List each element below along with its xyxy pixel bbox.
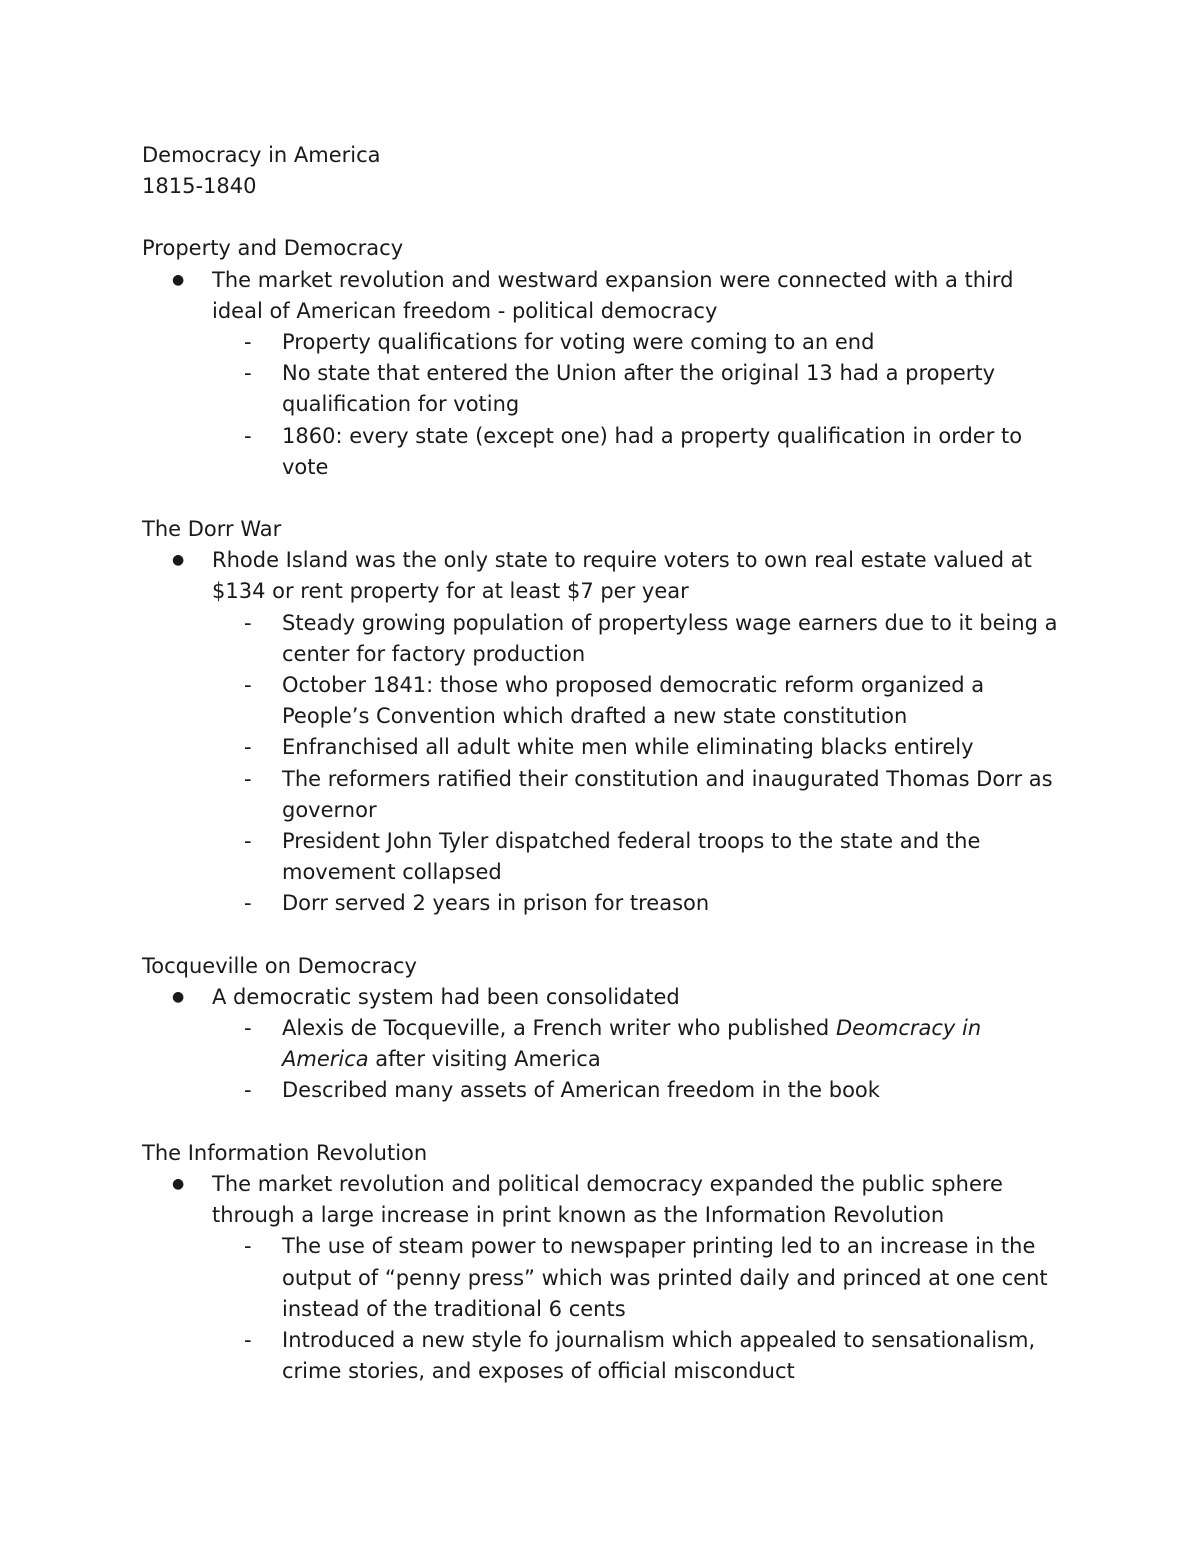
dash-icon: - — [244, 829, 252, 854]
dash-icon: - — [244, 423, 252, 448]
bullet-dot-icon: ● — [172, 1175, 185, 1192]
dash-icon: - — [244, 1327, 252, 1352]
bullet-dot-icon: ● — [172, 552, 185, 569]
sub-text: Dorr served 2 years in prison for treason — [282, 891, 710, 916]
bullet-text: A democratic system had been consolidated — [212, 984, 680, 1009]
sub-text — [282, 1013, 1072, 1044]
sub-item — [212, 358, 1072, 420]
sub-item — [212, 826, 1072, 888]
bullet-item — [142, 545, 1072, 919]
section — [142, 514, 1072, 920]
section-heading: The Information Revolution — [142, 1140, 428, 1165]
sub-list — [212, 1231, 1072, 1387]
section — [142, 1138, 1072, 1388]
sub-text — [282, 1044, 1072, 1075]
bullet-dot-icon: ● — [172, 271, 185, 288]
section — [142, 233, 1072, 483]
sub-item — [212, 421, 1072, 483]
sub-text: crime stories, and exposes of official misconduct — [282, 1359, 795, 1384]
bullet-text: ideal of American freedom - political democracy — [212, 298, 718, 323]
dash-icon: - — [244, 610, 252, 635]
sub-text: Enfranchised all adult white men while eliminating blacks entirely — [282, 735, 974, 760]
document-page — [142, 140, 1072, 1387]
sub-item — [212, 1231, 1072, 1325]
sub-text: output of “penny press” which was printed daily and princed at one cent — [282, 1265, 1048, 1290]
dash-icon: - — [244, 361, 252, 386]
document-title: Democracy in America — [142, 143, 381, 167]
book-title-italic: America — [282, 1047, 369, 1072]
bullet-text: $134 or rent property for at least $7 per year — [212, 579, 689, 604]
sub-item — [212, 1075, 1072, 1106]
dash-icon: - — [244, 330, 252, 355]
dash-icon: - — [244, 1234, 252, 1259]
dash-icon: - — [244, 891, 252, 916]
sub-text: governor — [282, 797, 377, 822]
section-heading: Tocqueville on Democracy — [142, 953, 417, 978]
dash-icon: - — [244, 1078, 252, 1103]
document-body — [142, 202, 1072, 1387]
sub-text-part: Alexis de Tocqueville, a French writer who published — [282, 1016, 836, 1041]
sub-list — [212, 1013, 1072, 1107]
section-heading: Property and Democracy — [142, 236, 404, 261]
bullet-text: The market revolution and political democracy expanded the public sphere — [212, 1171, 1003, 1196]
sub-text: No state that entered the Union after the original 13 had a property — [282, 361, 996, 386]
sub-text: Described many assets of American freedom in the book — [282, 1078, 880, 1103]
bullet-dot-icon: ● — [172, 988, 185, 1005]
bullet-item — [142, 1169, 1072, 1387]
bullet-text: Rhode Island was the only state to require voters to own real estate valued at — [212, 548, 1032, 573]
sub-text: movement collapsed — [282, 860, 502, 885]
sub-text: People’s Convention which drafted a new state constitution — [282, 704, 908, 729]
sub-item — [212, 608, 1072, 670]
bullet-list — [142, 1169, 1072, 1387]
sub-text: Property qualifications for voting were coming to an end — [282, 330, 875, 355]
sub-text: 1860: every state (except one) had a property qualification in order to — [282, 423, 1023, 448]
sub-item — [212, 1325, 1072, 1387]
sub-text: The reformers ratified their constitution and inaugurated Thomas Dorr as — [282, 766, 1053, 791]
sub-text-part: after visiting America — [368, 1047, 601, 1072]
sub-list — [212, 608, 1072, 920]
sub-item — [212, 888, 1072, 919]
sub-text: President John Tyler dispatched federal troops to the state and the — [282, 829, 981, 854]
section — [142, 951, 1072, 1107]
sub-item — [212, 1013, 1072, 1075]
sub-item — [212, 327, 1072, 358]
dash-icon: - — [244, 766, 252, 791]
sub-item — [212, 764, 1072, 826]
section-spacer — [142, 483, 1072, 514]
sub-item — [212, 670, 1072, 732]
bullet-list — [142, 982, 1072, 1107]
dash-icon: - — [244, 735, 252, 760]
sub-text: instead of the traditional 6 cents — [282, 1296, 626, 1321]
dash-icon: - — [244, 673, 252, 698]
sub-text: October 1841: those who proposed democratic reform organized a — [282, 673, 985, 698]
bullet-item — [142, 982, 1072, 1107]
section-spacer — [142, 920, 1072, 951]
sub-text: Introduced a new style fo journalism which appealed to sensationalism, — [282, 1327, 1036, 1352]
sub-text: The use of steam power to newspaper printing led to an increase in the — [282, 1234, 1036, 1259]
sub-list — [212, 327, 1072, 483]
bullet-list — [142, 545, 1072, 919]
sub-item — [212, 732, 1072, 763]
section-heading: The Dorr War — [142, 517, 282, 542]
bullet-text: through a large increase in print known as the Information Revolution — [212, 1203, 945, 1228]
bullet-item — [142, 265, 1072, 483]
section-spacer — [142, 202, 1072, 233]
dash-icon: - — [244, 1016, 252, 1041]
book-title-italic: Deomcracy in — [835, 1016, 982, 1041]
bullet-list — [142, 265, 1072, 483]
sub-text: center for factory production — [282, 641, 586, 666]
document-years: 1815-1840 — [142, 174, 257, 199]
section-spacer — [142, 1107, 1072, 1138]
sub-text: Steady growing population of propertyless wage earners due to it being a — [282, 610, 1058, 635]
bullet-text: The market revolution and westward expansion were connected with a third — [212, 267, 1014, 292]
sub-text: qualification for voting — [282, 392, 520, 417]
sub-text: vote — [282, 454, 329, 479]
